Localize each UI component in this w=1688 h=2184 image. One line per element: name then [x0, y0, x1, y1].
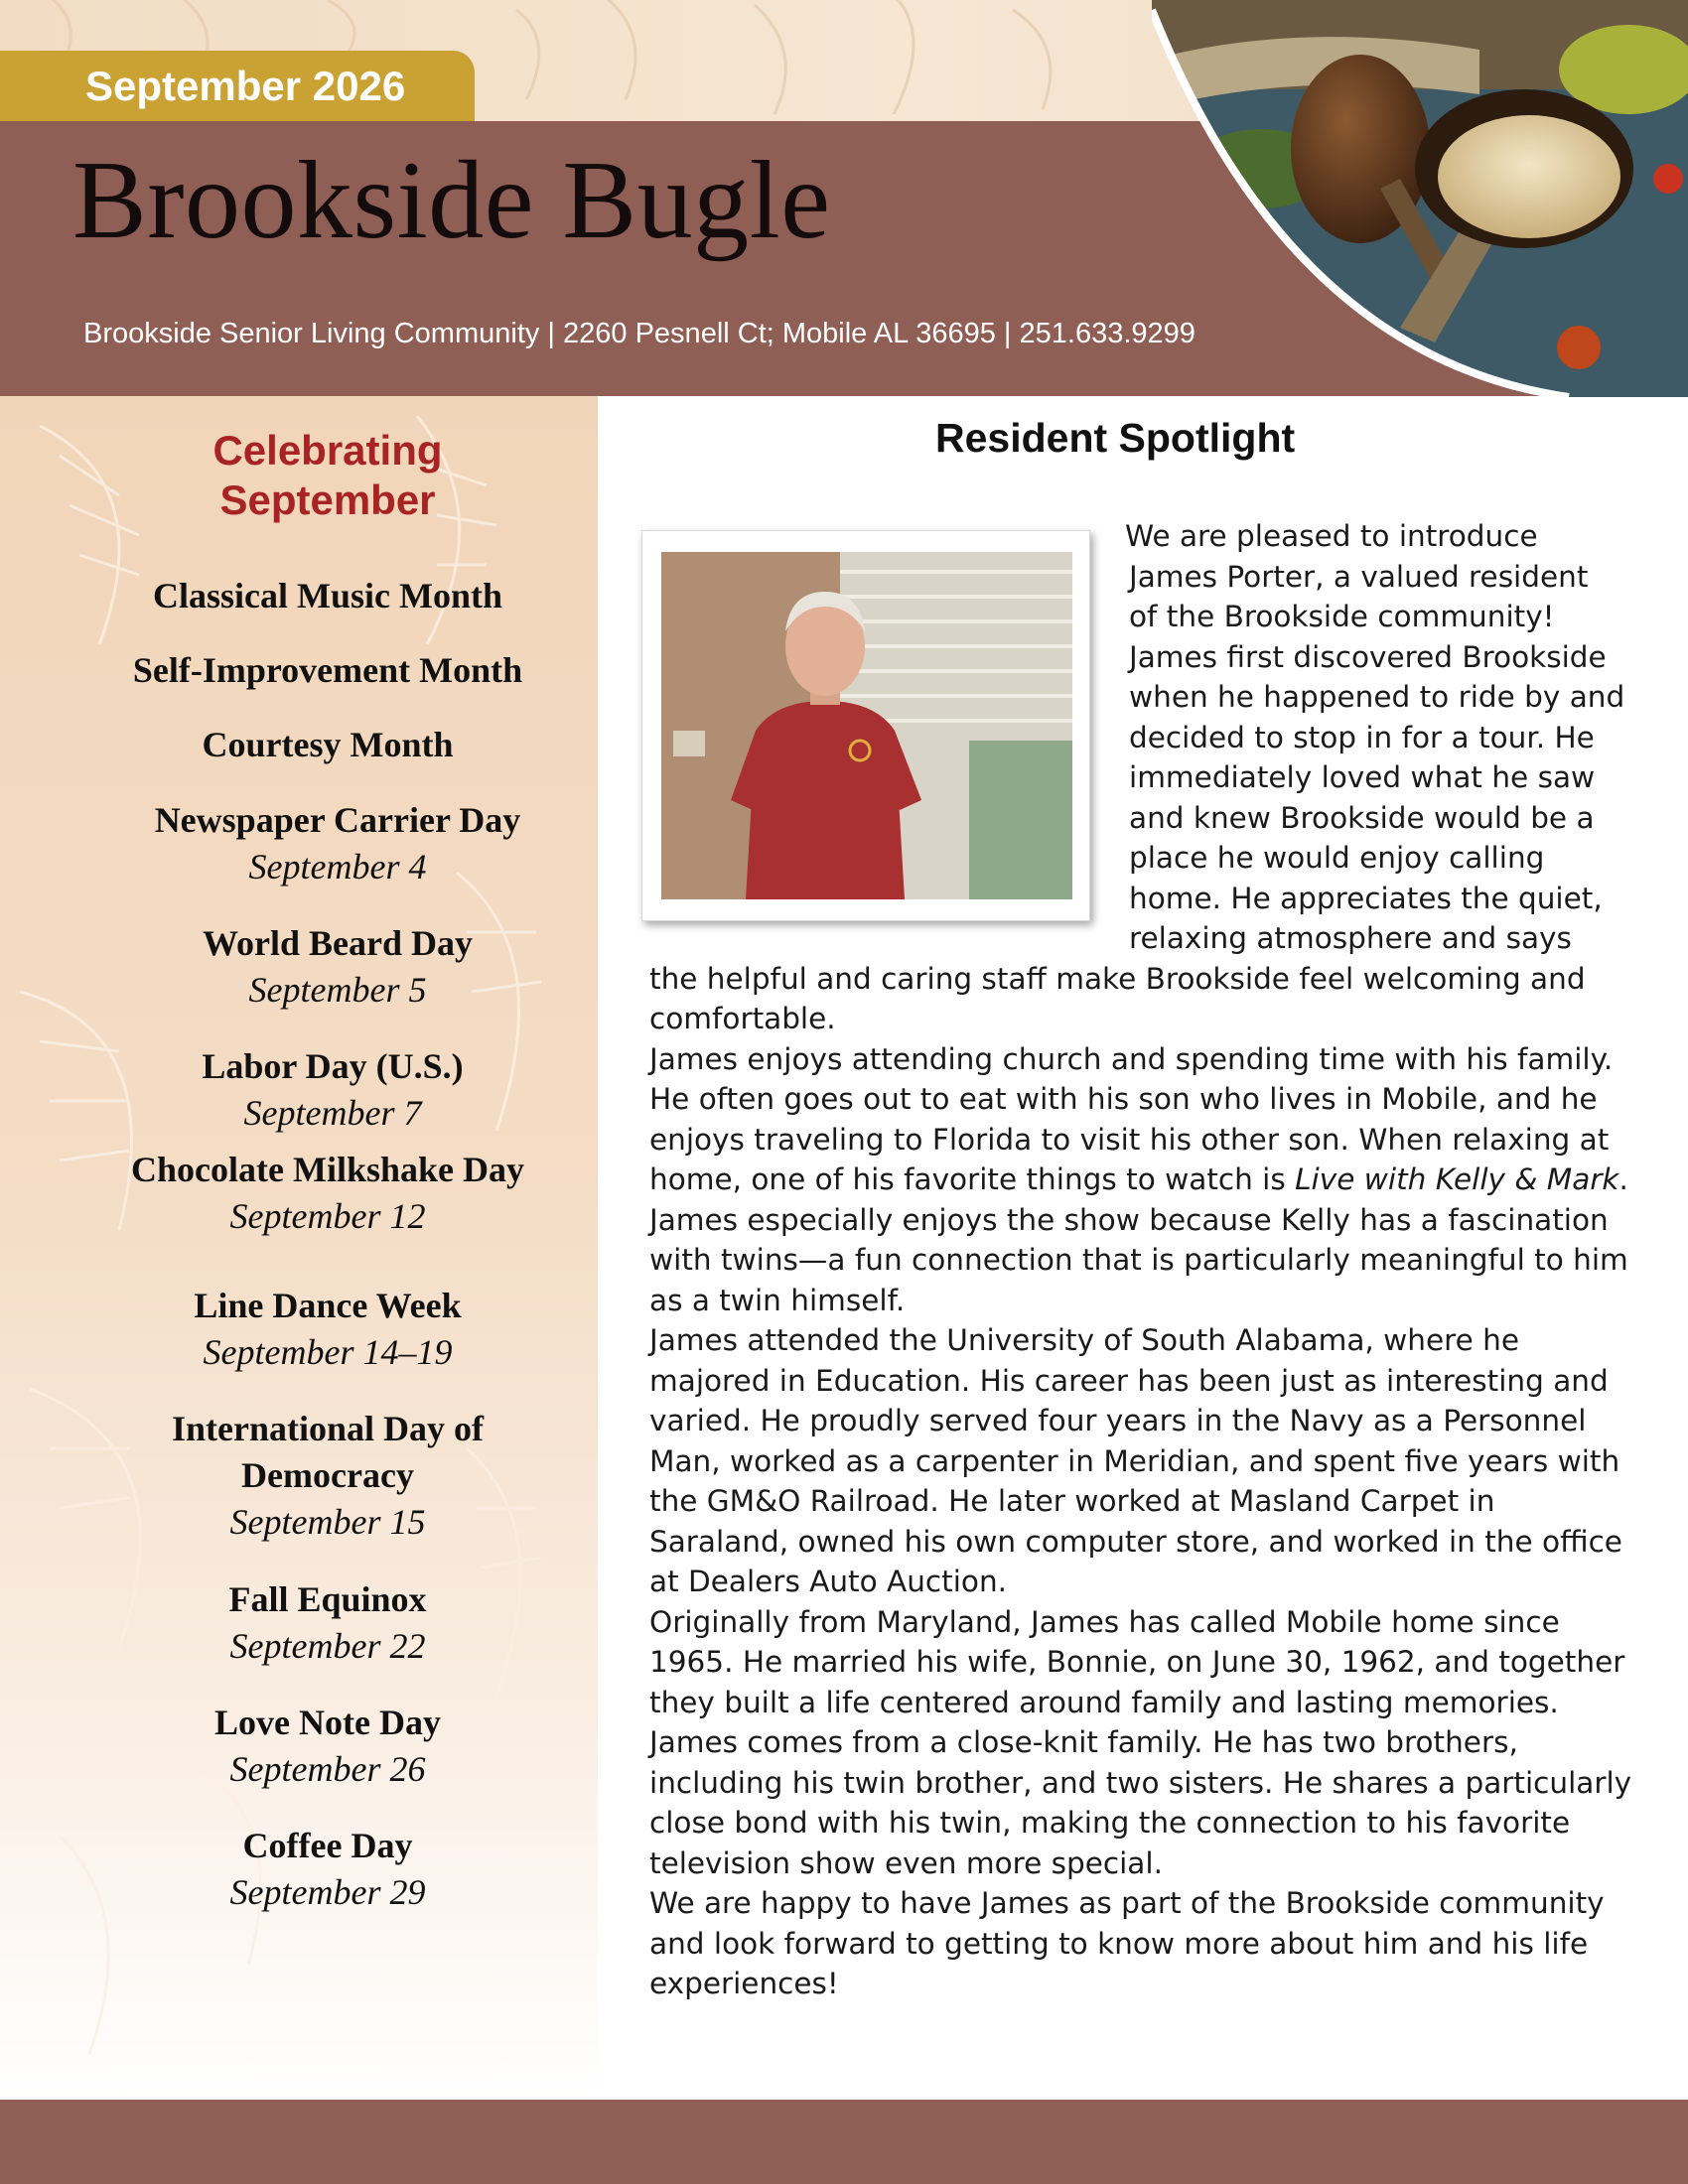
article-line: Originally from Maryland, James has called Mobile home since	[649, 1605, 1560, 1639]
article-line: comfortable.	[649, 1002, 836, 1035]
event-item	[0, 1823, 655, 1916]
event-date: September 4	[248, 847, 427, 887]
article-title: Resident Spotlight	[935, 415, 1296, 461]
event-title: Fall Equinox	[228, 1579, 427, 1619]
event-item	[0, 722, 655, 768]
event-title: World Beard Day	[202, 923, 473, 963]
article-line: James first discovered Brookside	[1129, 640, 1607, 674]
event-item	[10, 920, 665, 1014]
event-date: September 7	[243, 1093, 422, 1133]
event-title: Classical Music Month	[152, 576, 502, 615]
article-line: immediately loved what he saw	[1129, 760, 1596, 794]
footer-bar	[0, 2100, 1688, 2184]
article-line: enjoys traveling to Florida to visit his other son. When relaxing at	[649, 1123, 1610, 1157]
article-line: when he happened to ride by and	[1129, 680, 1625, 714]
article-text: home, one of his favorite things to watch is	[649, 1162, 1296, 1196]
event-date: September 14–19	[203, 1332, 453, 1372]
article-line: James Porter, a valued resident	[1129, 560, 1589, 594]
article-line: James comes from a close-knit family. He has two brothers,	[649, 1725, 1518, 1759]
contact-line: Brookside Senior Living Community | 2260 Pesnell Ct; Mobile AL 36695 | 251.633.9299	[83, 318, 1196, 349]
article-line	[649, 1160, 1628, 1199]
event-item	[10, 797, 665, 890]
mushroom-photo	[1152, 0, 1688, 397]
article-line: Saraland, owned his own computer store, and worked in the office	[649, 1525, 1622, 1559]
article-line: Man, worked as a carpenter in Meridian, and spent five years with	[649, 1444, 1620, 1478]
article-line: We are happy to have James as part of the Brookside community	[649, 1886, 1605, 1920]
event-date: September 5	[248, 970, 427, 1010]
resident-photo	[641, 530, 1090, 921]
event-item	[0, 1700, 655, 1793]
event-title: International Day of	[172, 1409, 484, 1448]
event-date: September 15	[229, 1502, 426, 1542]
article-line: home. He appreciates the quiet,	[1129, 882, 1603, 915]
event-date: September 29	[229, 1872, 426, 1912]
event-item	[0, 1147, 655, 1240]
sidebar-heading	[0, 426, 598, 525]
event-date: September 12	[229, 1196, 426, 1236]
article-line: decided to stop in for a tour. He	[1129, 721, 1595, 754]
article-line: majored in Education. His career has been just as interesting and	[649, 1364, 1609, 1398]
article-line: including his twin brother, and two sisters. He shares a particularly	[649, 1766, 1632, 1800]
article-line: relaxing atmosphere and says	[1129, 921, 1572, 955]
event-date: September 26	[229, 1749, 426, 1789]
article-line: the GM&O Railroad. He later worked at Masland Carpet in	[649, 1484, 1495, 1518]
article-line: varied. He proudly served four years in the Navy as a Personnel	[649, 1404, 1587, 1437]
event-item	[0, 1406, 655, 1546]
article-line: of the Brookside community!	[1129, 600, 1555, 633]
event-title: Chocolate Milkshake Day	[131, 1150, 524, 1189]
article-line: and look forward to getting to know more about him and his life	[649, 1927, 1589, 1961]
event-title: Democracy	[241, 1455, 414, 1495]
event-title: Self-Improvement Month	[132, 650, 523, 690]
article-line: at Dealers Auto Auction.	[649, 1565, 1008, 1598]
article-line: the helpful and caring staff make Brookside feel welcoming and	[649, 962, 1586, 996]
issue-date-tab: September 2026	[0, 51, 475, 122]
article-line: James especially enjoys the show because Kelly has a fascination	[649, 1203, 1609, 1237]
article-line: close bond with his twin, making the connection to his favorite	[649, 1806, 1571, 1840]
article-line: as a twin himself.	[649, 1284, 906, 1317]
article-line: television show even more special.	[649, 1846, 1163, 1880]
article-text: .	[1618, 1162, 1628, 1196]
event-title: Love Note Day	[214, 1703, 441, 1742]
resident-portrait	[661, 552, 1072, 899]
event-item	[0, 647, 655, 694]
article-line: with twins—a fun connection that is particularly meaningful to him	[649, 1243, 1628, 1277]
event-title: Line Dance Week	[194, 1286, 462, 1325]
event-title: Labor Day (U.S.)	[202, 1046, 464, 1086]
sidebar-heading-line2: September	[219, 477, 436, 523]
article-line: We are pleased to introduce	[1125, 519, 1538, 553]
event-date: September 22	[229, 1626, 426, 1666]
tv-show-title: Live with Kelly & Mark	[1295, 1162, 1619, 1196]
article-line: they built a life centered around family and lasting memories.	[649, 1686, 1559, 1719]
article-line: James attended the University of South Alabama, where he	[649, 1323, 1519, 1357]
event-item	[0, 573, 655, 619]
article-line: place he would enjoy calling	[1129, 841, 1545, 875]
event-item	[5, 1043, 660, 1137]
article-line: He often goes out to eat with his son who lives in Mobile, and he	[649, 1082, 1598, 1116]
article-line: and knew Brookside would be a	[1129, 801, 1595, 835]
event-item	[0, 1283, 655, 1376]
article-line: 1965. He married his wife, Bonnie, on June 30, 1962, and together	[649, 1645, 1625, 1679]
newsletter-title: Brookside Bugle	[72, 139, 831, 262]
event-item	[0, 1576, 655, 1670]
event-title: Coffee Day	[242, 1826, 413, 1865]
article-line: experiences!	[649, 1967, 839, 2000]
article-line: James enjoys attending church and spending time with his family.	[649, 1042, 1614, 1076]
event-title: Courtesy Month	[202, 725, 454, 764]
sidebar-heading-line1: Celebrating	[212, 427, 443, 474]
event-title: Newspaper Carrier Day	[154, 800, 521, 840]
